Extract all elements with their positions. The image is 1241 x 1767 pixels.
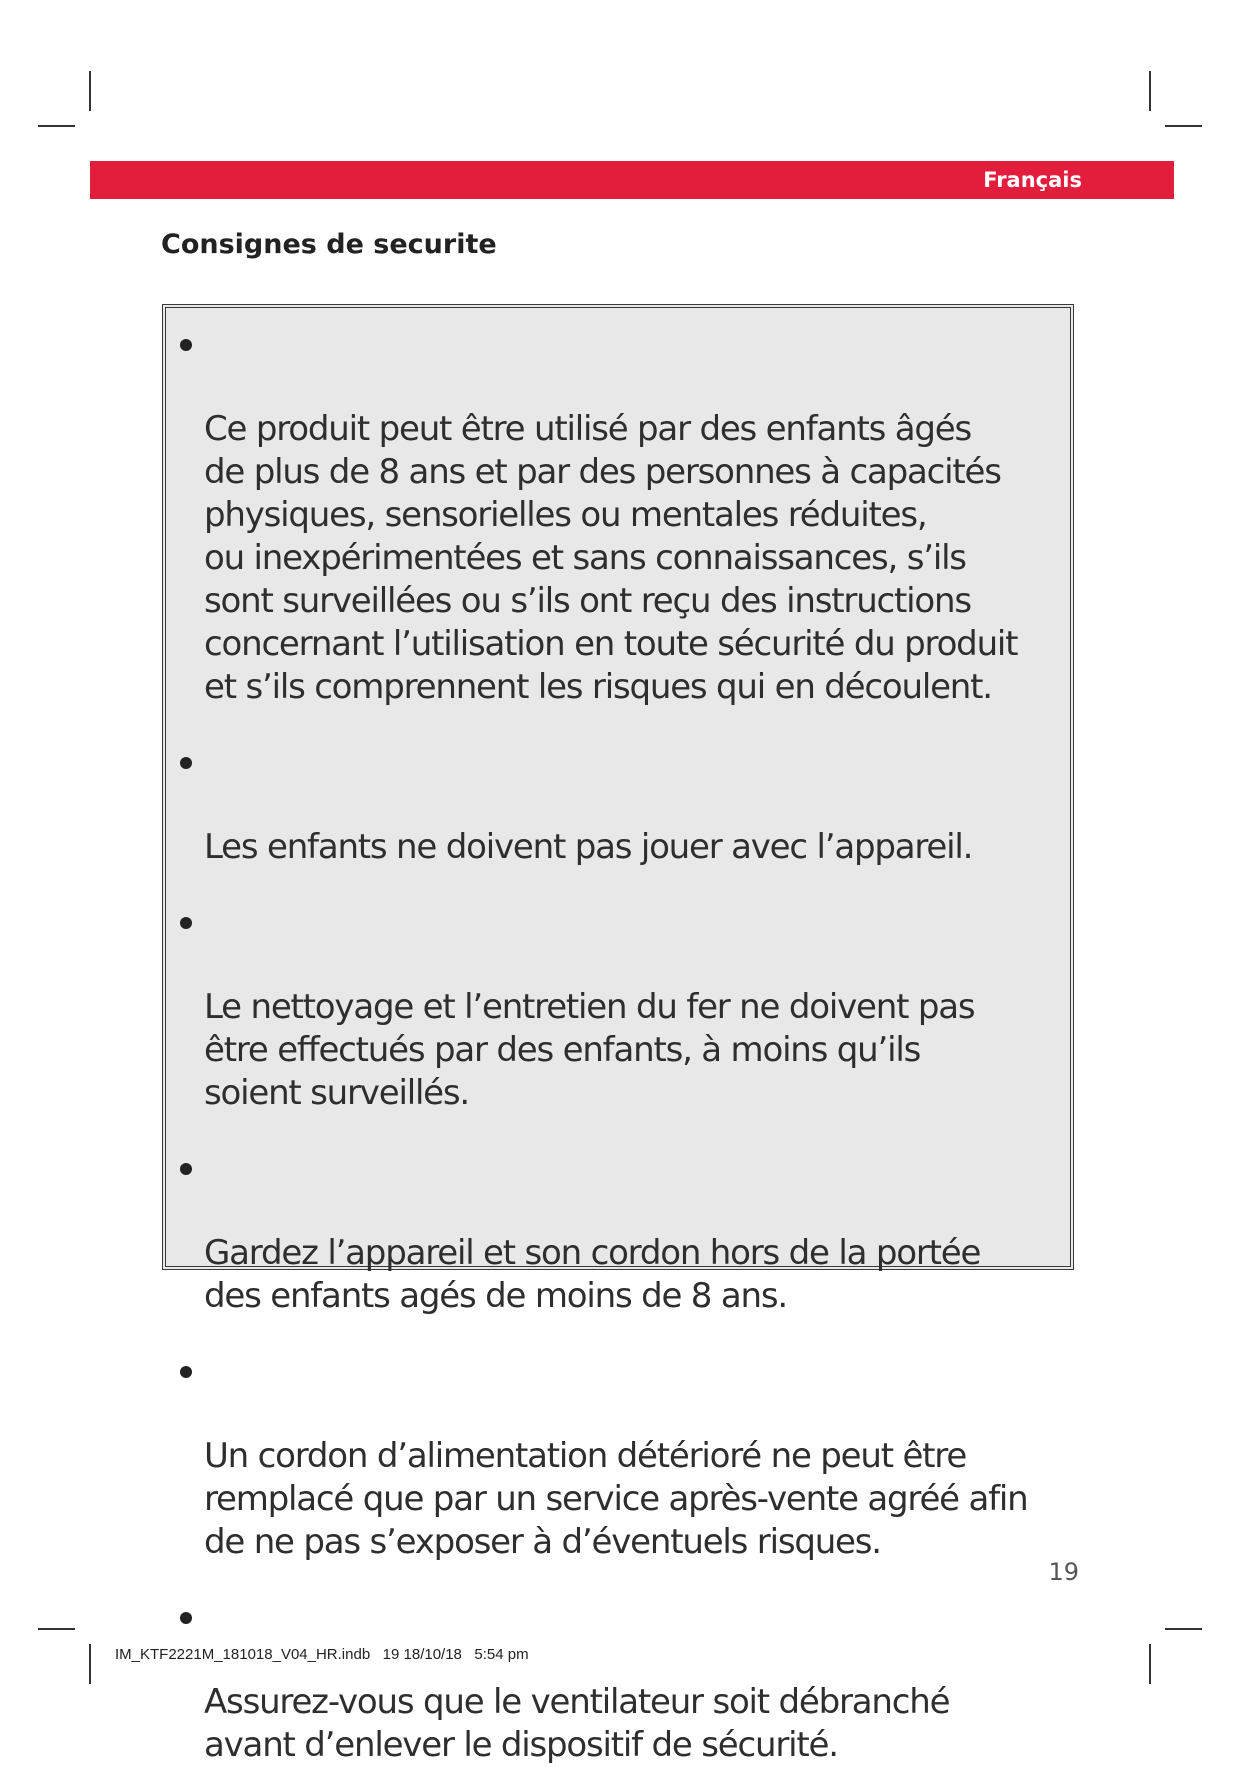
bullet-icon [180,1163,192,1175]
safety-item-text: Les enfants ne doivent pas jouer avec l’appareil. [204,827,973,867]
crop-mark-top-left-vertical [89,71,91,111]
safety-item-text: Ce produit peut être utilisé par des enfants âgés de plus de 8 ans et par des personnes à capacités physiques, sensorielles ou mentales réduites, ou inexpérimentées et sans connaissances, s’ils sont surveillées ou s’ils ont reçu des instructions concernant l’utilisation en toute sécurité du produit et s’ils comprennent les risques qui en découlent. [204,409,1018,707]
safety-item-text: Gardez l’appareil et son cordon hors de la portée des enfants agés de moins de 8 ans. [204,1233,981,1316]
safety-item-text: Un cordon d’alimentation détérioré ne peut être remplacé que par un service après-vente agréé afin de ne pas s’exposer à d’éventuels risques. [204,1436,1028,1562]
print-slug: IM_KTF2221M_181018_V04_HR.indb 19 18/10/18 5:54 pm [115,1646,529,1663]
language-label: Français [983,168,1082,192]
safety-item-keep-away [180,1146,1060,1318]
crop-mark-bottom-left-horizontal [38,1628,75,1630]
safety-list [180,322,1060,1767]
page-number: 19 [1048,1558,1079,1586]
bullet-icon [180,339,192,351]
bullet-icon [180,917,192,929]
crop-mark-bottom-left-vertical [89,1644,91,1684]
safety-item-damaged-cord [180,1349,1060,1564]
safety-item-children-users [180,322,1060,709]
crop-mark-top-right-vertical [1149,71,1151,111]
safety-item-no-play [180,740,1060,869]
safety-item-unplug [180,1595,1060,1767]
bullet-icon [180,757,192,769]
safety-item-cleaning [180,900,1060,1115]
safety-item-text: Assurez-vous que le ventilateur soit débranché avant d’enlever le dispositif de sécurité. [204,1682,950,1765]
section-title: Consignes de securite [161,229,497,260]
bullet-icon [180,1612,192,1624]
crop-mark-bottom-right-vertical [1149,1644,1151,1684]
safety-item-text: Le nettoyage et l’entretien du fer ne doivent pas être effectués par des enfants, à moins qu’ils soient surveillés. [204,987,975,1113]
language-header-band [90,161,1174,199]
crop-mark-bottom-right-horizontal [1165,1628,1202,1630]
bullet-icon [180,1366,192,1378]
crop-mark-top-right-horizontal [1165,125,1202,127]
crop-mark-top-left-horizontal [38,125,75,127]
